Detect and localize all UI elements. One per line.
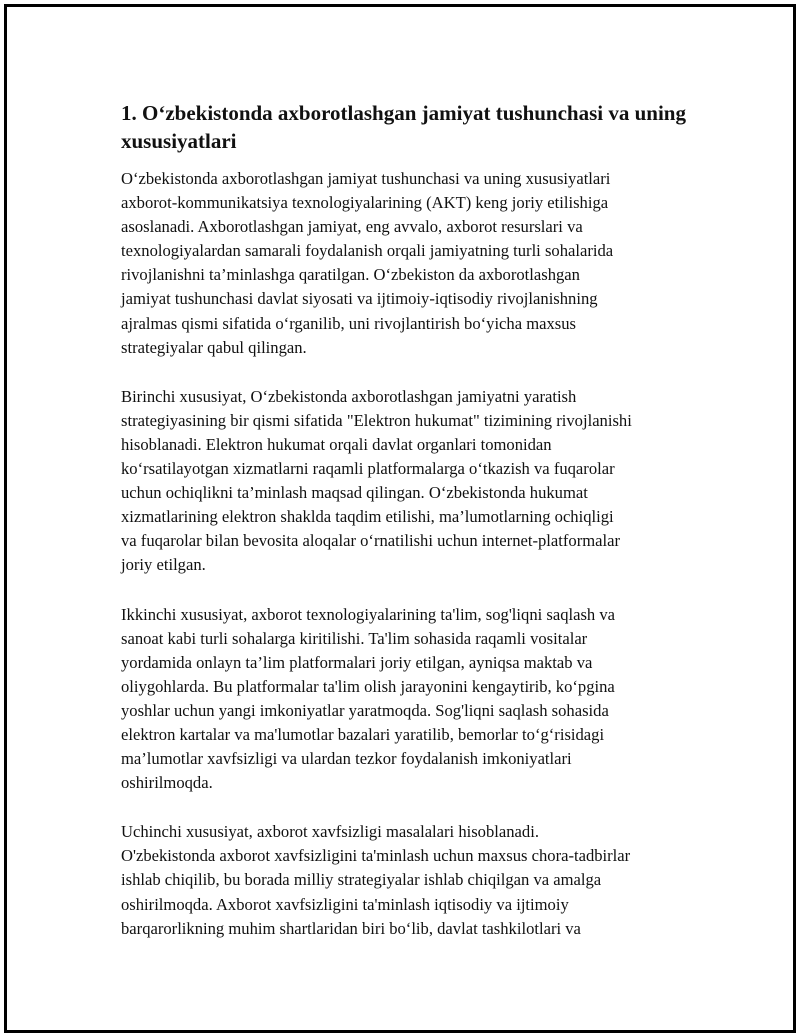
section-heading: 1. O‘zbekistonda axborotlashgan jamiyat tushunchasi va uning xususiyatlari [121,101,686,153]
page-frame [4,4,796,1033]
paragraph-third-feature: Uchinchi xususiyat, axborot xavfsizligi masalalari hisoblanadi. O'zbekistonda axborot xavfsizligini ta'minlash uchun maxsus chora-tadbirlar ishlab chiqilib, bu borada milliy strategiyalar ishlab chiqilgan va amalga oshirilmoqda. Axborot xavfsizligini ta'minlash iqtisodiy va ijtimoiy barqarorlikning muhim shartlaridan biri bo‘lib, davlat tashkilotlari va [121,822,631,938]
paragraph-first-feature: Birinchi xususiyat, O‘zbekistonda axborotlashgan jamiyatni yaratish strategiyasining bir qismi sifatida "Elektron hukumat" tizimining rivojlanishi hisoblanadi. Elektron hukumat orqali davlat organlari tomonidan ko‘rsatilayotgan xizmatlarni raqamli platformalarga o‘tkazish va fuqarolar uchun ochiqlikni ta’minlash maqsad qilingan. O‘zbekistonda hukumat xizmatlarining elektron shaklda taqdim etilishi, ma’lumotlarning ochiqligi va fuqarolar bilan bevosita aloqalar o‘rnatilishi uchun internet-platformalar joriy etilgan. [121,386,632,575]
paragraph-intro: O‘zbekistonda axborotlashgan jamiyat tushunchasi va uning xususiyatlari axborot-kommunikatsiya texnologiyalarining (AKT) keng joriy etilishiga asoslanadi. Axborotlashgan jamiyat, eng avvalo, axborot resurslari va texnologiyalardan samarali foydalanish orqali jamiyatning turli sohalarida rivojlanishni ta’minlashga qaratilgan. O‘zbekiston da axborotlashgan jamiyat tushunchasi davlat siyosati va ijtimoiy-iqtisodiy rivojlanishning ajralmas qismi sifatida o‘rganilib, uni rivojlantirish bo‘yicha maxsus strategiyalar qabul qilingan. [121,169,614,357]
document-body [121,99,701,966]
paragraph-second-feature: Ikkinchi xususiyat, axborot texnologiyalarining ta'lim, sog'liqni saqlash va sanoat kabi turli sohalarga kiritilishi. Ta'lim sohasida raqamli vositalar yordamida onlayn ta’lim platformalari joriy etilgan, ayniqsa maktab va oliygohlarda. Bu platformalar ta'lim olish jarayonini kengaytirib, ko‘pgina yoshlar uchun yangi imkoniyatlar yaratmoqda. Sog'liqni saqlash sohasida elektron kartalar va ma'lumotlar bazalari yaratilib, bemorlar to‘g‘risidagi ma’lumotlar xavfsizligi va ulardan tezkor foydalanish imkoniyatlari oshirilmoqda. [121,604,616,793]
